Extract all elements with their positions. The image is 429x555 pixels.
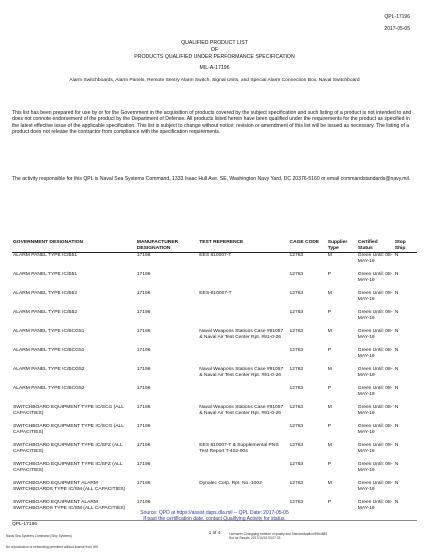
cell-gov-designation: ALARM PANEL TYPE IC/B51 (13, 272, 78, 278)
cell-cage-code: 12763 (289, 367, 304, 373)
cell-mfr-designation: 17196 (136, 291, 151, 297)
cell-cage-code: 12763 (289, 443, 304, 449)
cell-test-reference: EES 810007-T (199, 253, 232, 259)
document-date: 2017-05-05 (384, 26, 410, 32)
cell-mfr-designation: 17196 (136, 424, 151, 430)
cell-certified-status: Green Until: 08-MAY-19 (357, 424, 393, 436)
title-line-1: QUALIFIED PRODUCT LIST (181, 40, 248, 46)
table-row (12, 405, 417, 424)
title-line-2: OF (210, 47, 219, 53)
cell-certified-status: Green Until: 08-MAY-19 (357, 443, 393, 455)
cell-gov-designation: SWITCHBOARD EQUIPMENT ALARM SWITCHBOARDS TYPE IC/SM (ALL CAPACITIES) (13, 500, 126, 512)
table-row (12, 310, 417, 329)
cell-certified-status: Green Until: 08-MAY-19 (357, 310, 393, 322)
cell-gov-designation: ALARM PANEL TYPE IC/BCG51 (13, 348, 85, 354)
cell-gov-designation: SWITCHBOARD EQUIPMENT ALARM SWITCHBOARDS TYPE IC/SM (ALL CAPACITIES) (13, 481, 126, 493)
cell-cage-code: 12763 (289, 291, 304, 297)
cell-mfr-designation: 17196 (136, 462, 151, 468)
cell-cage-code: 12763 (289, 481, 304, 487)
cell-mfr-designation: 17196 (136, 481, 151, 487)
fine-print-left-2: No reproduction or networking permitted without license from IHS (6, 545, 99, 549)
cell-gov-designation: ALARM PANEL TYPE IC/B51 (13, 253, 78, 259)
cell-cage-code: 12763 (289, 462, 304, 468)
cell-gov-designation: SWITCHBOARD EQUIPMENT TYPE IC/SFZ (ALL CAPACITIES) (13, 462, 123, 474)
cell-gov-designation: ALARM PANEL TYPE IC/B52 (13, 291, 78, 297)
header-supplier-type: Supplier Type (327, 240, 357, 253)
cell-stop-ship: N (394, 424, 399, 430)
cell-stop-ship: N (394, 386, 399, 392)
cell-stop-ship: N (394, 367, 399, 373)
cell-test-reference (198, 310, 288, 329)
header-cage-code: CAGE CODE (289, 240, 327, 253)
cell-cage-code: 12763 (289, 424, 304, 430)
cell-cage-code: 12763 (289, 310, 304, 316)
cell-stop-ship: N (394, 272, 399, 278)
cell-certified-status: Green Until: 08-MAY-19 (357, 253, 393, 265)
cell-test-reference: EES-810007-T (199, 291, 232, 297)
cell-certified-status: Green Until: 08-MAY-19 (357, 405, 393, 417)
cell-supplier-type: P (327, 310, 331, 316)
cell-supplier-type: P (327, 272, 331, 278)
table-row (12, 424, 417, 443)
cell-cage-code: 12763 (289, 405, 304, 411)
cell-stop-ship: N (394, 329, 399, 335)
table-row (12, 386, 417, 405)
cell-certified-status: Green Until: 08-MAY-19 (357, 272, 393, 284)
cell-certified-status: Green Until: 08-MAY-19 (357, 500, 393, 512)
header-gov-designation: GOVERNMENT DESIGNATION (12, 240, 136, 253)
cell-cage-code: 12763 (289, 386, 304, 392)
product-description: Alarm Switchboards, Alarm Panels, Remote Sentry Alarm Switch, Signal Units, and Special Alarm Connection Box, Naval Switchboard (69, 78, 360, 83)
source-line-1: Source: QPD at https://assist.daps.dla.mil -- QPL Date: 2017-05-05 (140, 510, 289, 516)
cell-supplier-type: M (327, 405, 332, 411)
cell-stop-ship: N (394, 253, 399, 259)
cell-mfr-designation: 17196 (136, 329, 151, 335)
table-row (12, 272, 417, 291)
table-row (12, 462, 417, 481)
source-line-2: If past the certification date, contact Qualifying Activity for status. (143, 516, 286, 522)
cell-supplier-type: P (327, 462, 331, 468)
cell-certified-status: Green Until: 08-MAY-19 (357, 481, 393, 493)
table-body (12, 253, 417, 520)
cell-supplier-type: P (327, 348, 331, 354)
table-row (12, 348, 417, 367)
qpl-table (12, 240, 417, 519)
cell-gov-designation: ALARM PANEL TYPE IC/BCG52 (13, 386, 85, 392)
table-row (12, 253, 417, 273)
cell-cage-code: 12763 (289, 500, 304, 506)
fine-print-right-1: Licensee=Chongqing institute of quality and Standardization/5964889 (229, 532, 328, 536)
cell-mfr-designation: 17196 (136, 253, 151, 259)
cell-mfr-designation: 17196 (136, 500, 151, 506)
cell-stop-ship: N (394, 443, 399, 449)
cell-gov-designation: SWITCHBOARD EQUIPMENT TYPE IC/SFZ (ALL CAPACITIES) (13, 443, 123, 455)
cell-test-reference: EES 810007-T & Supplemental PNS Test Report T-402-004 (199, 443, 279, 455)
cell-supplier-type: P (327, 424, 331, 430)
cell-test-reference (198, 386, 288, 405)
table-row (12, 443, 417, 462)
qpl-number: QPL-17196 (384, 14, 410, 20)
spec-number: MIL-A-17196 (199, 65, 230, 71)
cell-cage-code: 12763 (289, 253, 304, 259)
cell-mfr-designation: 17196 (136, 367, 151, 373)
cell-certified-status: Green Until: 08-MAY-19 (357, 386, 393, 398)
cell-mfr-designation: 17196 (136, 386, 151, 392)
cell-test-reference (198, 272, 288, 291)
cell-gov-designation: ALARM PANEL TYPE IC/B52 (13, 310, 78, 316)
cell-certified-status: Green Until: 08-MAY-19 (357, 367, 393, 379)
cell-stop-ship: N (394, 348, 399, 354)
cell-cage-code: 12763 (289, 348, 304, 354)
header-mfr-designation: MANUFACTURER DESIGNATION (136, 240, 198, 253)
header-certified-status: Certified Status (357, 240, 394, 253)
cell-stop-ship: N (394, 462, 399, 468)
cell-mfr-designation: 17196 (136, 272, 151, 278)
cell-supplier-type: M (327, 367, 332, 373)
header-stop-ship: Stop Ship (394, 240, 417, 253)
title-line-3: PRODUCTS QUALIFIED UNDER PERFORMANCE SPECIFICATION (134, 54, 295, 60)
header-test-reference: TEST REFERENCE (198, 240, 288, 253)
cell-test-reference: Naval Weapons Stations Case #91057 & Naval Air Test Center Rpt. #91-0-26 (199, 405, 284, 417)
cell-cage-code: 12763 (289, 329, 304, 335)
cell-supplier-type: M (327, 443, 332, 449)
disclaimer-paragraph: This list has been prepared for use by or for the Government in the acquisition of products covered by the subject specification and such listing of a product is not intended to and does not connote endorsement of the product by the Department of Defense. All products listed herein have been qualified under the requirements for the product as specified in the latest effective issue of the applicable specification. This list is subject to change without notice; revision or amendment of this list will be issued as necessary. The listing of a product does not release the contractor from compliance with the specification requirements. (12, 110, 412, 136)
cell-gov-designation: SWITCHBOARD EQUIPMENT TYPE IC/SCG (ALL CAPACITIES) (13, 405, 124, 417)
cell-supplier-type: P (327, 500, 331, 506)
cell-certified-status: Green Until: 08-MAY-19 (357, 291, 393, 303)
cell-test-reference (198, 348, 288, 367)
cell-supplier-type: M (327, 253, 332, 259)
table-row (12, 481, 417, 500)
cell-mfr-designation: 17196 (136, 348, 151, 354)
cell-stop-ship: N (394, 500, 399, 506)
table-row (12, 291, 417, 310)
cell-certified-status: Green Until: 08-MAY-19 (357, 462, 393, 474)
table-header-row (12, 240, 417, 253)
table-footer-label: QPL-17196 (12, 521, 38, 527)
cell-stop-ship: N (394, 481, 399, 487)
fine-print-right-2: Not for Resale, 2017/10/16 03:07:33 (229, 536, 281, 540)
cell-test-reference: Naval Weapons Stations Case #91057 & Naval Air Test Center Rpt. #91-0-26 (199, 367, 284, 379)
cell-mfr-designation: 17196 (136, 310, 151, 316)
cell-supplier-type: M (327, 329, 332, 335)
page-number: 1 of 4 (208, 530, 221, 535)
cell-stop-ship: N (394, 310, 399, 316)
cell-mfr-designation: 17196 (136, 443, 151, 449)
fine-print-left-1: Naval Sea Systems Command (Ship Systems) (6, 534, 72, 538)
cell-certified-status: Green Until: 08-MAY-19 (357, 329, 393, 341)
table-row (12, 329, 417, 348)
cell-supplier-type: M (327, 291, 332, 297)
cell-test-reference: Dynalec Corp. Rpt. No. 1002 (199, 481, 262, 487)
cell-supplier-type: M (327, 481, 332, 487)
cell-stop-ship: N (394, 405, 399, 411)
cell-mfr-designation: 17196 (136, 405, 151, 411)
cell-test-reference (198, 462, 288, 481)
cell-certified-status: Green Until: 08-MAY-19 (357, 348, 393, 360)
cell-gov-designation: ALARM PANEL TYPE IC/BCG51 (13, 329, 85, 335)
cell-test-reference (198, 424, 288, 443)
cell-stop-ship: N (394, 291, 399, 297)
cell-gov-designation: ALARM PANEL TYPE IC/BCG52 (13, 367, 85, 373)
table-row (12, 367, 417, 386)
cell-cage-code: 12763 (289, 272, 304, 278)
cell-gov-designation: SWITCHBOARD EQUIPMENT TYPE IC/SCG (ALL CAPACITIES) (13, 424, 124, 436)
cell-test-reference: Naval Weapons Stations Case #91057 & Naval Air Test Center Rpt. #91-0-26 (199, 329, 284, 341)
cell-supplier-type: P (327, 386, 331, 392)
activity-paragraph: The activity responsible for this QPL is Naval Sea Systems Command, 1333 Isaac Hull Ave. SE, Washington Navy Yard, DC 20376-5160 or email commandstandards@navy.mil. (12, 176, 411, 182)
